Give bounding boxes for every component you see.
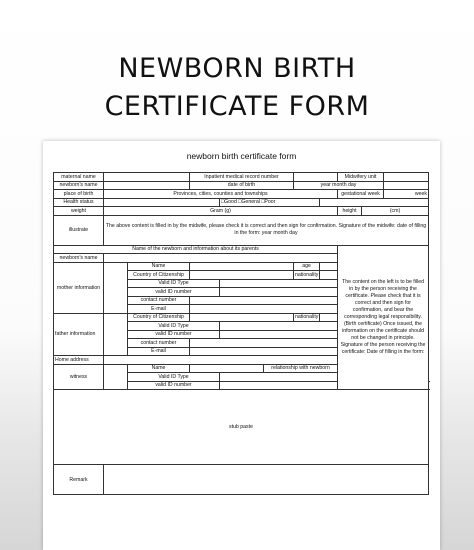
date-of-birth-label: date of birth <box>190 181 294 190</box>
mother-country-field[interactable] <box>190 271 294 280</box>
witness-id-type-field[interactable] <box>220 373 338 382</box>
place-of-birth-label: place of birth <box>54 190 104 199</box>
father-country-field[interactable] <box>190 313 294 322</box>
mother-contact-label: contact number <box>128 296 190 305</box>
father-contact-field[interactable] <box>190 339 338 348</box>
receiver-note: The content on the left is to be filled in by the person receiving the certificate. Please check that it is correct and then sign for confirmation, and bear the corresponding legal responsibility. (Birth certificate) Once issued, the information on the certificate should not be changed in principle. Signature of the person receiving the certificate: Date of filling in the form: <box>338 245 429 390</box>
mother-id-type-field[interactable] <box>220 279 338 288</box>
certificate-sheet <box>43 141 440 550</box>
stub-paste-area: stub paste <box>54 390 429 465</box>
father-id-number-label: valid ID number <box>128 330 220 339</box>
mother-nationality-field[interactable] <box>320 271 362 280</box>
mother-id-number-field[interactable] <box>220 288 338 297</box>
father-email-field[interactable] <box>190 347 338 356</box>
newborns-name-label: newborn's name <box>54 254 104 263</box>
gestational-week-field[interactable]: week <box>384 190 429 199</box>
mother-email-label: E-mail <box>128 305 190 314</box>
home-address-label: Home address <box>54 356 104 365</box>
maternal-name-label: maternal name <box>54 173 104 182</box>
mother-id-number-label: valid ID number <box>128 288 220 297</box>
father-blank <box>104 313 128 356</box>
health-status-blank <box>104 198 220 207</box>
gestational-week-label: gestational week <box>338 190 384 199</box>
maternal-name-field[interactable] <box>104 173 190 182</box>
banner-title-line-1: NEWBORN BIRTH <box>118 53 356 84</box>
illustrate-label: illustrate <box>54 215 104 245</box>
date-of-birth-extra[interactable] <box>384 181 429 190</box>
witness-blank <box>104 364 128 390</box>
witness-label: witness <box>54 364 104 390</box>
midwifery-unit-field[interactable] <box>384 173 429 182</box>
father-country-label: Country of Citizenship <box>128 313 190 322</box>
date-of-birth-field[interactable]: year month day <box>294 181 384 190</box>
father-email-label: E-mail <box>128 347 190 356</box>
witness-id-type-label: Valid ID Type <box>128 373 220 382</box>
witness-name-label: Name <box>128 364 190 373</box>
mother-age-label: age <box>294 262 320 271</box>
remark-field[interactable] <box>104 465 429 495</box>
health-status-extra <box>320 198 429 207</box>
witness-id-number-label: valid ID number <box>128 381 220 390</box>
certificate-table <box>53 172 429 495</box>
mother-name-label: Name <box>128 262 190 271</box>
witness-id-number-field[interactable] <box>220 381 338 390</box>
health-status-options[interactable]: □Good □General □Poor <box>220 198 320 207</box>
form-title: newborn birth certificate form <box>186 151 297 161</box>
inpatient-record-field[interactable] <box>294 173 338 182</box>
mother-info-label: mother information <box>54 262 104 313</box>
place-of-birth-field[interactable]: Provinces, cities, counties and townships <box>104 190 338 199</box>
illustrate-text: The above content is filled in by the midwife, please check it is correct and then sign for confirmation. Signature of the midwife: date of filling in the form: year month day <box>104 215 429 245</box>
remark-label: Remark <box>54 465 104 495</box>
mother-country-label: Country of Citizenship <box>128 271 190 280</box>
mother-blank <box>104 262 128 313</box>
midwifery-unit-label: Midwifery unit <box>338 173 384 182</box>
newborn-name-field[interactable] <box>104 181 190 190</box>
newborn-name-label: newborn's name <box>54 181 104 190</box>
father-nationality-label: nationality <box>295 314 319 321</box>
weight-label: weight <box>54 207 104 216</box>
father-id-type-label: Valid ID Type <box>128 322 220 331</box>
banner-title-line-2: CERTIFICATE FORM <box>104 91 370 122</box>
parents-header: Name of the newborn and information about its parents <box>54 245 338 254</box>
father-id-number-field[interactable] <box>220 330 338 339</box>
father-info-label: father information <box>54 313 104 356</box>
height-label: height <box>338 207 362 216</box>
witness-relationship-label: relationship with newborn <box>264 364 338 373</box>
mother-nationality-label: nationality <box>295 271 319 278</box>
witness-name-field[interactable] <box>190 364 264 373</box>
inpatient-record-label: Inpatient medical record number <box>190 173 294 182</box>
mother-contact-field[interactable] <box>190 296 338 305</box>
father-contact-label: contact number <box>128 339 190 348</box>
health-status-label: Health status <box>54 198 104 207</box>
newborns-name-field[interactable] <box>104 254 338 263</box>
father-id-type-field[interactable] <box>220 322 338 331</box>
mother-name-field[interactable] <box>190 262 294 271</box>
home-address-field[interactable] <box>104 356 338 365</box>
weight-field[interactable]: Gram (g) <box>104 207 338 216</box>
mother-id-type-label: Valid ID Type <box>128 279 220 288</box>
mother-age-field[interactable] <box>320 262 362 271</box>
height-field[interactable]: (cm) <box>362 207 429 216</box>
mother-email-field[interactable] <box>190 305 338 314</box>
